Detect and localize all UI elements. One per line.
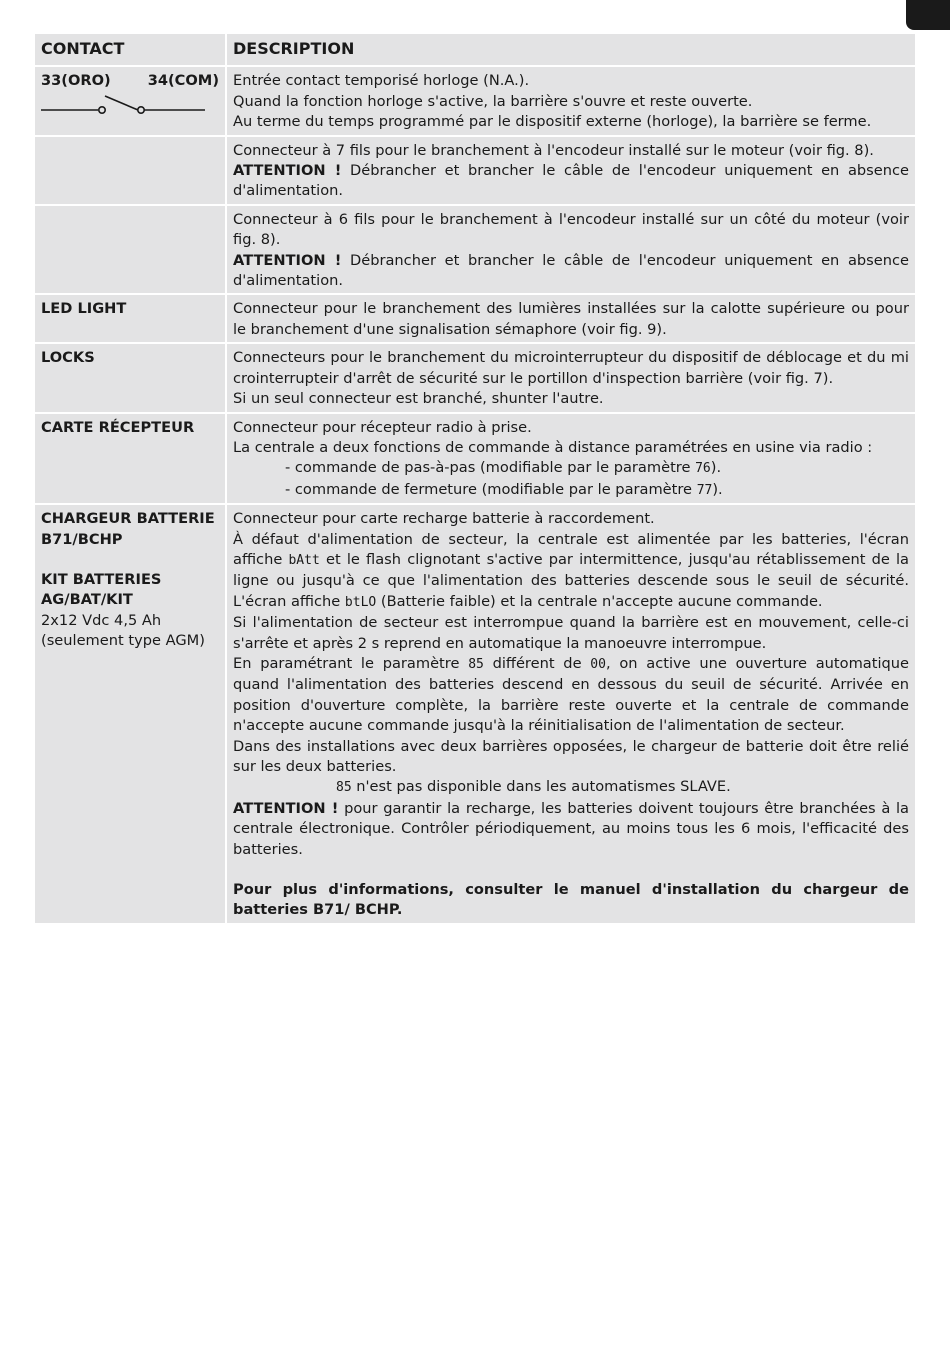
contact-label: CARTE RÉCEPTEUR — [35, 414, 225, 504]
description-paragraph: 85 n'est pas disponible dans les automatismes SLAVE. — [336, 778, 731, 796]
contact-table — [33, 32, 917, 925]
table-row — [35, 414, 915, 504]
switch-symbol-icon — [41, 92, 211, 118]
switch-terminal-labels — [41, 71, 219, 91]
display-code: 00 — [590, 656, 606, 672]
display-code: 77 — [696, 482, 713, 498]
description-line: Connecteur à 7 fils pour le branchement à l'encodeur installé sur le moteur (voir fig. 8). — [233, 141, 874, 159]
table-row — [35, 137, 915, 204]
table-row — [35, 344, 915, 411]
display-code: 85 — [336, 780, 352, 796]
table-row — [35, 67, 915, 134]
description-paragraph: Si l'alimentation de secteur est interrompue quand la barrière est en mouvement, celle-ci s'arrête et après 2 s reprend en automatique la manoeuvre interrompue. — [233, 614, 909, 652]
table-row — [35, 206, 915, 294]
description-cell — [227, 344, 915, 411]
description-line: Au terme du temps programmé par le dispositif externe (horloge), la barrière se ferme. — [233, 113, 872, 131]
description-cell — [227, 414, 915, 504]
description-paragraph: Dans des installations avec deux barrières opposées, le chargeur de batterie doit être relié sur les deux batteries. — [233, 737, 909, 775]
info-note: Pour plus d'informations, consulter le manuel d'installation du chargeur de batteries B71/ BCHP. — [233, 881, 909, 919]
list-item: - commande de fermeture (modifiable par le paramètre 77). — [285, 480, 723, 498]
description-paragraph: À défaut d'alimentation de secteur, la centrale est alimentée par les batteries, l'écran affiche bAtt et le flash clignotant s'active par intermittence, jusqu'au rétablissement de la ligne ou jusqu'à ce que l'alimentation des batteries descende sous le seuil de sécurité. L'écran affiche btLO (Batterie faible) et la centrale n'accepte aucune commande. — [233, 530, 909, 610]
attention-text: Débrancher et brancher le câble de l'encodeur uniquement en absence d'alimentation. — [233, 162, 909, 200]
attention-text: Débrancher et brancher le câble de l'encodeur uniquement en absence d'alimentation. — [233, 251, 909, 290]
description-line: La centrale a deux fonctions de commande à distance paramétrées en usine via radio : — [233, 438, 873, 456]
terminal-label-34: 34(COM) — [147, 72, 219, 90]
contact-label: LED LIGHT — [35, 295, 225, 342]
description-cell — [227, 505, 915, 923]
description-line: Quand la fonction horloge s'active, la barrière s'ouvre et reste ouverte. — [233, 92, 753, 110]
display-code: 85 — [468, 656, 484, 672]
contact-cell — [35, 505, 225, 923]
description-line: Connecteur à 6 fils pour le branchement à l'encodeur installé sur un côté du moteur (voir fig. 8). — [233, 210, 909, 249]
contact-spec: 2x12 Vdc 4,5 Ah (seulement type AGM) — [41, 611, 205, 650]
description-cell — [227, 206, 915, 294]
description-line: Si un seul connecteur est branché, shunter l'autre. — [233, 390, 604, 408]
attention-paragraph — [233, 251, 909, 292]
contact-label: CHARGEUR BATTERIE B71/BCHP — [41, 510, 215, 548]
header-description: DESCRIPTION — [227, 34, 915, 65]
description-line: Entrée contact temporisé horloge (N.A.). — [233, 72, 530, 90]
attention-paragraph — [233, 161, 909, 202]
contact-label: LOCKS — [35, 344, 225, 411]
description-cell — [227, 137, 915, 204]
attention-label: ATTENTION ! — [233, 251, 342, 269]
table-row — [35, 295, 915, 342]
page-corner-tab — [906, 0, 950, 30]
description-paragraph: En paramétrant le paramètre 85 différent de 00, on active une ouverture automatique quand l'alimentation des batteries descend en dessous du seuil de sécurité. Arrivée en position d'ouverture complète, la barrière reste ouverte et la centrale de commande n'accepte aucune commande jusqu'à la réinitialisation de l'alimentation de secteur. — [233, 654, 910, 735]
table-row — [35, 505, 915, 923]
display-code: 76 — [695, 461, 711, 477]
description-line: Connecteur pour le branchement des lumières installées sur la calotte supérieure ou pour le branchement d'une signalisation sémaphore (voir fig. 9). — [233, 300, 909, 338]
table-header-row — [35, 34, 915, 65]
contact-cell — [35, 206, 225, 294]
header-contact: CONTACT — [35, 34, 225, 65]
contact-label: KIT BATTERIES AG/BAT/KIT — [41, 570, 162, 609]
description-cell — [227, 67, 915, 134]
description-cell — [227, 295, 915, 342]
attention-label: ATTENTION ! — [233, 799, 339, 817]
description-line: Connecteurs pour le branchement du microinterrupteur du dispositif de déblocage et du mi crointerrupteir d'arrêt de sécurité sur le portillon d'inspection barrière (voir fig. 7). — [233, 349, 909, 387]
attention-paragraph: ATTENTION ! pour garantir la recharge, les batteries doivent toujours être branchées à la centrale électronique. Contrôler périodiquement, au moins tous les 6 mois, l'efficacité des batteries. — [233, 799, 909, 858]
list-item: - commande de pas-à-pas (modifiable par le paramètre 76). — [285, 459, 722, 477]
display-code: btLO — [344, 594, 377, 610]
attention-label: ATTENTION ! — [233, 162, 342, 180]
description-line: Connecteur pour carte recharge batterie à raccordement. — [233, 510, 655, 528]
contact-cell — [35, 137, 225, 204]
description-line: Connecteur pour récepteur radio à prise. — [233, 418, 532, 436]
contact-cell — [35, 67, 225, 134]
terminal-label-33: 33(ORO) — [41, 72, 111, 90]
display-code: bAtt — [288, 552, 320, 568]
